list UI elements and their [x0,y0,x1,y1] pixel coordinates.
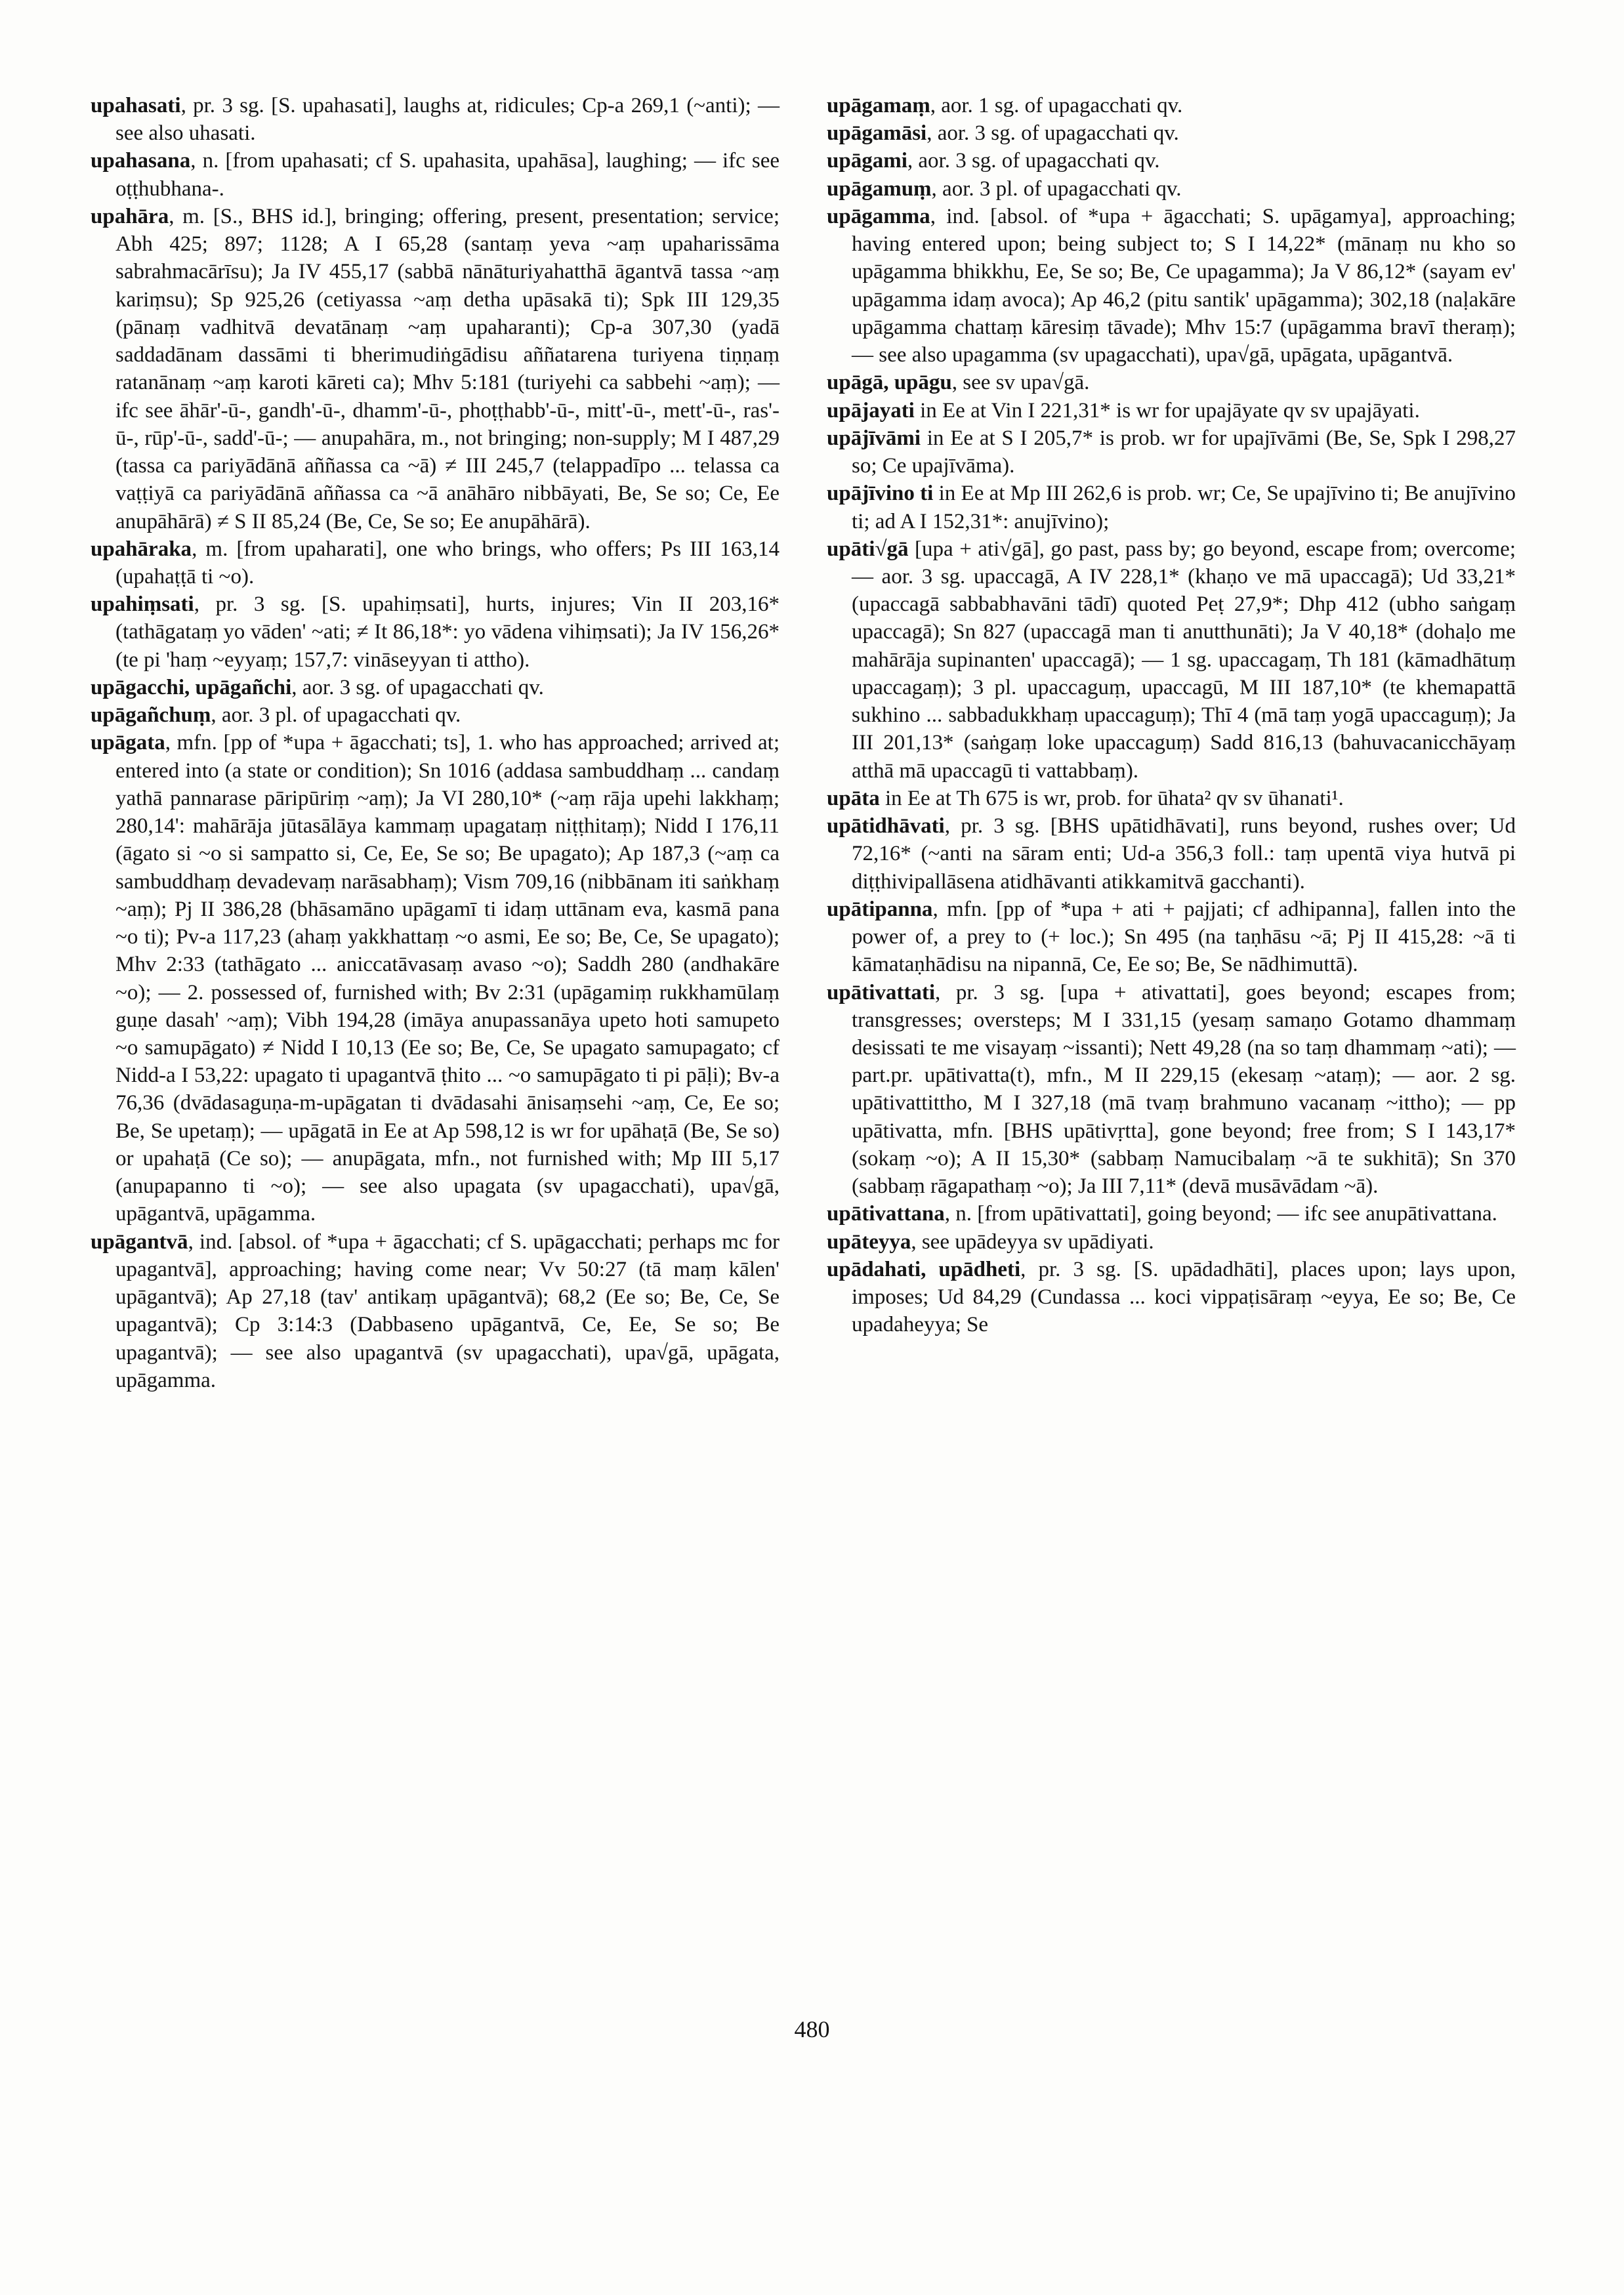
entry-body: , ind. [absol. of *upa + āgacchati; S. upāgamya], approaching; having entered upon; being subject to; S I 14,22* (mānaṃ nu kho so upāgamma bhikkhu, Ee, Se so; Be, Ce upagamma); Ja V 86,12* (sayam ev' upāgamma idaṃ avoca); Ap 46,2 (pitu santik' upāgamma); 302,18 (naḷakāre upāgamma chattaṃ kāresiṃ tāvade); Mhv 15:7 (upāgamma bravī theraṃ); — see also upagamma (sv upagacchati), upa√gā, upāgata, upāgantvā. [852,204,1516,367]
dict-entry [827,424,1516,480]
entry-headword: upājīvino ti [827,482,934,506]
dict-entry [827,397,1516,424]
entry-body: , pr. 3 sg. [upa + ativattati], goes beyond; escapes from; transgresses; oversteps; M I 331,15 (yesaṃ samaṇo Gotamo dhammaṃ desissati te me visayaṃ ~issanti); Nett 49,28 (na so taṃ dhammaṃ ~ati); — part.pr. upātivatta(t), mfn., M II 229,15 (ekesaṃ ~ataṃ); — aor. 2 sg. upātivattittho, M I 327,18 (mā tvaṃ brahmuno vacanaṃ ~ittho); — pp upātivatta, mfn. [BHS upātivṛtta], gone beyond; free from; S I 143,17* (sokaṃ ~o); A II 15,30* (sabbaṃ Namucibalaṃ ~ā te sukhitā); Sn 370 (sabbaṃ rāgapathaṃ ~o); Ja III 7,11* (devā musāvādam ~ā). [852,980,1516,1199]
entry-body: , aor. 3 sg. of upagacchati qv. [927,121,1179,146]
entry-body: , aor. 3 pl. of upagacchati qv. [211,703,461,728]
dict-entry [91,535,780,590]
entry-body: in Ee at S I 205,7* is prob. wr for upajīvāmi (Be, Se, Spk I 298,27 so; Ce upajīvāma). [852,426,1516,478]
text-columns [91,92,1516,1394]
entry-headword: upātivattati [827,980,935,1004]
dict-entry [827,175,1516,203]
entry-headword: upāgami [827,149,907,173]
entry-headword: upāgamuṃ [827,176,932,201]
left-column [91,92,780,1394]
dict-entry [91,1228,780,1394]
entry-headword: upāgamma [827,204,930,228]
dict-entry [91,701,780,729]
entry-headword: upāta [827,786,880,810]
entry-headword: upāgacchi, upāgañchi [91,675,292,699]
page-number: 480 [794,2016,830,2042]
entry-body: in Ee at Mp III 262,6 is prob. wr; Ce, Se upajīvino ti; Be anujīvino ti; ad A I 152,31*: anujīvino); [852,482,1516,533]
entry-body: , pr. 3 sg. [S. upahasati], laughs at, ridicules; Cp-a 269,1 (~anti); — see also uhasati. [115,94,780,146]
entry-body: , pr. 3 sg. [S. upahiṃsati], hurts, injures; Vin II 203,16* (tathāgataṃ yo vāden' ~ati; ≠ It 86,18*: yo vādena vihiṃsati); Ja IV 156,26* (te pi 'haṃ ~eyyaṃ; 157,7: vināseyyan ti attho). [115,592,780,672]
dict-entry [91,674,780,701]
entry-body: in Ee at Th 675 is wr, prob. for ūhata² qv sv ūhanati¹. [879,786,1344,810]
dict-entry [827,979,1516,1201]
dict-entry [827,480,1516,535]
entry-headword: upādahati, upādheti [827,1257,1021,1281]
entry-body: , see sv upa√gā. [951,371,1090,395]
entry-body: , see upādeyya sv upādiyati. [911,1230,1154,1254]
entry-body: , mfn. [pp of *upa + āgacchati; ts], 1. who has approached; arrived at; entered into (a state or condition); Sn 1016 (addasa sambuddhaṃ ... candaṃ yathā pannarase pāripūriṃ ~aṃ); Ja VI 280,10* (~aṃ rāja upehi lakkhaṃ; 280,14': mahārāja jūtasālāya kammaṃ upagataṃ niṭṭhitaṃ); Nidd I 176,11 (āgato si ~o si sampatto si, Ce, Ee, Se so; Be upagato); Ap 187,3 (~aṃ ca sambuddhaṃ devadevaṃ narāsabhaṃ); Vism 709,16 (nibbānam iti saṅkhaṃ ~aṃ); Pj II 386,28 (bhāsamāno upāgamī ti idaṃ uttānam eva, kasmā pana ~o ti); Pv-a 117,23 (ahaṃ yakkhattaṃ ~o asmi, Ee so; Be, Ce, Se upagato); Mhv 2:33 (tathāgato ... aniccatāvasaṃ avaso ~o); Saddh 280 (andhakāre ~o); — 2. possessed of, furnished with; Bv 2:31 (upāgamiṃ rukkhamūlaṃ guṇe dasah' ~aṃ); Vibh 194,28 (imāya anupassanāya upeto hoti samupeto ~o samupāgato) ≠ Nidd I 10,13 (Ee so; Be, Ce, Se upagato samupagato; cf Nidd-a I 53,22: upagato ti upagantvā ṭhito ... ~o samupāgato ti pi pāḷi); Bv-a 76,36 (dvādasaguṇa-m-upāgatan ti dvādasahi ānisaṃsehi ~aṃ, Ce, Ee so; Be, Se upetaṃ); — upāgatā in Ee at Ap 598,12 is wr for upāhaṭā (Be, Se so) or upahaṭā (Ce so); — anupāgata, mfn., not furnished with; Mp III 5,17 (anupapanno ti ~o); — see also upagata (sv upagacchati), upa√gā, upāgantvā, upāgamma. [115,731,780,1226]
dict-entry [827,535,1516,785]
dict-entry [827,1200,1516,1228]
entry-headword: upājīvāmi [827,426,921,450]
entry-body: , ind. [absol. of *upa + āgacchati; cf S. upāgacchati; perhaps mc for upagantvā], approaching; having come near; Vv 50:27 (tā maṃ kālen' upāgantvā); Ap 27,18 (tav' antikaṃ upāgantvā); 68,2 (Ee so; Be, Ce, Se upagantvā); Cp 3:14:3 (Dabbaseno upāgantvā, Ce, Ee, Se so; Be upagantvā); — see also upagantvā (sv upagacchati), upa√gā, upāgata, upāgamma. [115,1230,780,1392]
entry-body: , pr. 3 sg. [S. upādadhāti], places upon; lays upon, imposes; Ud 84,29 (Cundassa ... koci vippaṭisāraṃ ~eyya, Ee so; Be, Ce upadaheyya; Se [852,1257,1516,1337]
entry-headword: upahāra [91,204,169,228]
dict-entry [827,147,1516,175]
entry-headword: upāgā, upāgu [827,371,952,395]
entry-headword: upāti√gā [827,537,909,561]
entry-body: , m. [S., BHS id.], bringing; offering, present, presentation; service; Abh 425; 897; 1128; A I 65,28 (santaṃ yeva ~aṃ upaharissāma sabrahmacārīsu); Ja IV 455,17 (sabbā nānāturiyahatthā āgantvā tassa ~aṃ kariṃsu); Sp 925,26 (cetiyassa ~aṃ detha upāsakā ti); Spk III 129,35 (pānaṃ vadhitvā devatānaṃ ~aṃ upaharanti); Cp-a 307,30 (yadā saddadānam dassāmi ti bherimudiṅgādisu aññatarena turiyena tiṇṇaṃ ratanānaṃ ~aṃ karoti kāreti ca); Mhv 5:181 (turiyehi ca sabbehi ~aṃ); — ifc see āhār'-ū-, gandh'-ū-, dhamm'-ū-, phoṭṭhabb'-ū-, mitt'-ū-, mett'-ū-, ras'-ū-, rūp'-ū-, sadd'-ū-; — anupahāra, m., not bringing; non-supply; M I 487,29 (tassa ca pariyādānā aññassa ca ~ā) ≠ III 245,7 (telappadīpo ... telassa ca vaṭṭiyā ca pariyādānā aññassa ca ~ā anāhāro nibbāyati, Be, Se so; Ce, Ee anupāhārā) ≠ S II 85,24 (Be, Ce, Se so; Ee anupāhārā). [115,204,780,533]
entry-headword: upahāraka [91,537,192,561]
entry-body: , aor. 3 sg. of upagacchati qv. [291,675,544,699]
entry-headword: upāgantvā [91,1230,188,1254]
entry-headword: upāgamāsi [827,121,927,146]
right-column [827,92,1516,1394]
entry-body: , aor. 3 sg. of upagacchati qv. [907,149,1160,173]
dict-entry [91,590,780,674]
entry-body: , m. [from upaharati], one who brings, who offers; Ps III 163,14 (upahaṭṭā ti ~o). [115,537,780,589]
dict-entry [827,92,1516,119]
entry-body: , n. [from upātivattati], going beyond; — ifc see anupātivattana. [944,1202,1497,1226]
entry-body: [upa + ati√gā], go past, pass by; go beyond, escape from; overcome; — aor. 3 sg. upaccagā, A IV 228,1* (khaṇo ve mā upaccagā); Ud 33,21* (upaccagā sabbabhavāni tādī) quoted Peṭ 27,9*; Dhp 412 (ubho saṅgaṃ upaccagā); Sn 827 (upaccagā man ti anutthunāti); Ja V 40,18* (dohaḷo me mahārāja supinanten' upaccagā); — 1 sg. upaccagaṃ, Th 181 (kāmadhātuṃ upaccagaṃ); 3 pl. upaccaguṃ, upaccagū, M III 187,10* (te khemapattā sukhino ... sabbadukkhaṃ upaccaguṃ); Thī 4 (mā taṃ yogā upaccaguṃ); Ja III 201,13* (saṅgaṃ loke upaccaguṃ) Sadd 816,13 (bahuvacanicchāyaṃ atthā mā upaccagū ti vattabbaṃ). [852,537,1516,783]
entry-headword: upātidhāvati [827,814,945,838]
entry-headword: upāteyya [827,1230,911,1254]
entry-headword: upahasati [91,94,181,117]
entry-body: , mfn. [pp of *upa + ati + pajjati; cf adhipanna], fallen into the power of, a prey to (+ loc.); Sn 495 (na taṇhāsu ~ā; Pj II 415,28: ~ā ti kāmataṇhādisu na nipannā, Ce, Ee so; Be, Se nādhimuttā). [852,897,1516,977]
dict-entry [827,119,1516,147]
dict-entry [827,896,1516,979]
entry-headword: upāgata [91,731,165,755]
entry-headword: upāgamaṃ [827,94,930,117]
entry-headword: upājayati [827,398,915,423]
dict-entry [91,729,780,1228]
entry-body: , pr. 3 sg. [BHS upātidhāvati], runs beyond, rushes over; Ud 72,16* (~anti na sāram enti; Ud-a 356,3 foll.: taṃ upentā viya hutvā pi diṭṭhivipallāsena atidhāvanti atikkamitvā gacchanti). [852,814,1516,894]
entry-body: in Ee at Vin I 221,31* is wr for upajāyate qv sv upajāyati. [914,398,1420,423]
dict-entry [827,369,1516,396]
dict-entry [827,785,1516,812]
entry-headword: upahiṃsati [91,592,194,617]
entry-headword: upāgañchuṃ [91,703,211,728]
dict-entry [91,92,780,147]
dict-entry [827,1228,1516,1256]
dict-entry [827,812,1516,896]
entry-body: , aor. 3 pl. of upagacchati qv. [931,176,1182,201]
dict-entry [827,203,1516,369]
dict-entry [91,147,780,202]
entry-body: , aor. 1 sg. of upagacchati qv. [930,94,1183,117]
dict-entry [827,1256,1516,1339]
entry-headword: upātivattana [827,1202,945,1226]
entry-body: , n. [from upahasati; cf S. upahasita, upahāsa], laughing; — ifc see oṭṭhubhana-. [115,149,780,201]
entry-headword: upātipanna [827,897,933,921]
entry-headword: upahasana [91,149,191,173]
dict-entry [91,203,780,535]
